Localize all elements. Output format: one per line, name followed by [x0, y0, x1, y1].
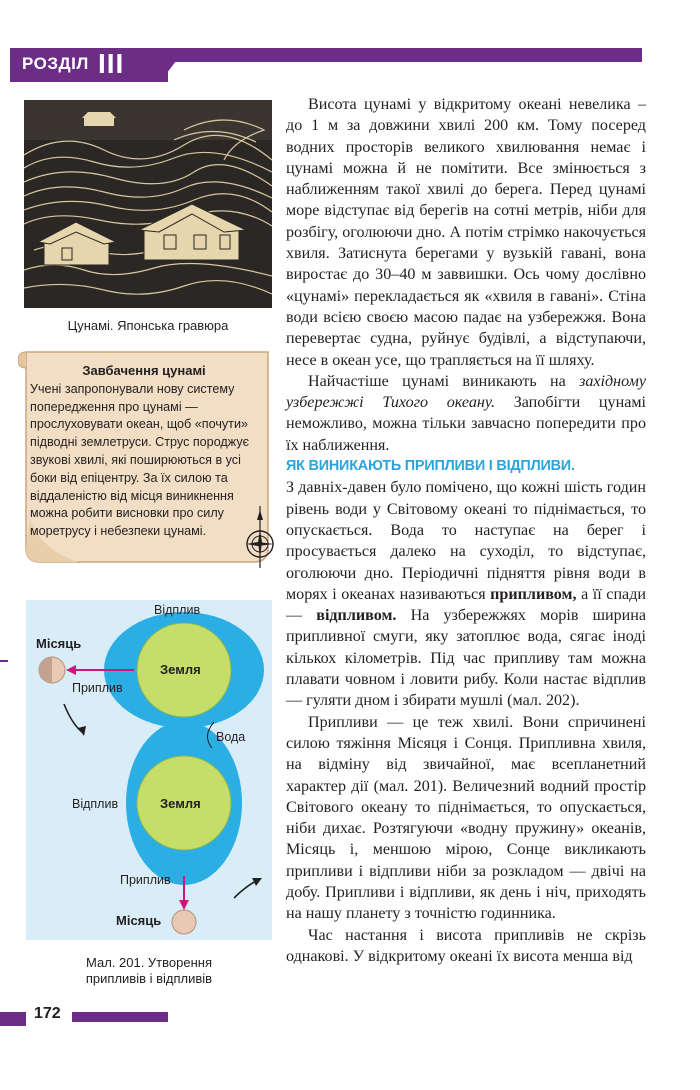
- label-flood-bottom: Приплив: [120, 873, 171, 887]
- compass-rose-icon: [244, 504, 276, 570]
- p2-text-a: Найчастіше цунамі виникають на: [308, 372, 580, 390]
- p2-italic: західному узбережжі Тихого океану.: [286, 372, 646, 412]
- paragraph-3: [286, 477, 646, 711]
- paragraph-5: Час настання і висота припливів не скрізь однакові. У відкритому океані їх висота менша від: [286, 926, 646, 965]
- diagram-caption-line2: припливів і відпливів: [85, 971, 213, 986]
- margin-mark: [0, 660, 8, 662]
- paragraph-2: [286, 371, 646, 456]
- header-line: [168, 48, 642, 62]
- p3-text-a: З давніх-давен було помічено, що кожні шість годин рівень води у Світовому океані то піднімається, то опускається. Вода то наступає на берег і просувається далеко на суходіл, то відступає, оголюючи дно. Періодичні підняття рівня води в морях і океанах називаються: [286, 479, 646, 603]
- main-text-column: [286, 94, 646, 967]
- label-water: Вода: [216, 730, 246, 744]
- p3-text-b: а її спади —: [286, 585, 646, 625]
- term-flood: припливом,: [490, 585, 577, 603]
- tsunami-warning-box: [30, 362, 258, 541]
- page-number: 172: [34, 1005, 61, 1022]
- label-flood-top: Приплив: [72, 681, 123, 695]
- footer-bar-right: [72, 1012, 168, 1022]
- engraving-caption: Цунамі. Японська гравюра: [67, 318, 229, 333]
- moon-bottom: [172, 910, 196, 934]
- label-earth-bottom: Земля: [160, 796, 201, 811]
- label-ebb-bottom: Відплив: [72, 797, 119, 811]
- section-header: [10, 48, 642, 82]
- tsunami-engraving-image: [24, 100, 272, 308]
- label-moon-bottom: Місяць: [116, 913, 162, 928]
- label-ebb-top: Відплив: [154, 603, 201, 617]
- section-heading: ЯК ВИНИКАЮТЬ ПРИПЛИВИ І ВІДПЛИВИ.: [286, 458, 575, 475]
- paragraph-4: Припливи — це теж хвилі. Вони спричинені силою тяжіння Місяця і Сонця. Припливна хвиля, на відміну від звичайної, має всепланетний характер дії (мал. 201). Величезний водний простір Світового океану то піднімається, то опускається, ніби дихає. Розтягуючи «водну пружину» океанів, Місяць і, меншою мірою, Сонце викликають припливи і відпливи ніби за розкладом — двічі на добу. Припливи і відпливи, як день і ніч, приходять на нашу планету з точністю годинника.: [286, 713, 646, 923]
- box-text: Учені запропонували нову систему попередження про цунамі — прослуховувати океан, щоб «почути» підводні землетруси. Струс породжує звукові хвилі, які поширюються в усі боки від епіцентру. За їх силою та віддаленістю від місця виникнення можна робити висновки про силу моретрусу і небезпеки цунамі.: [30, 381, 250, 539]
- term-ebb: відпливом.: [316, 607, 397, 625]
- footer-bar-left: [0, 1012, 26, 1026]
- label-moon-top: Місяць: [36, 636, 82, 651]
- section-number: III: [98, 48, 125, 79]
- p3-text-c: На узбережжях морів ширина припливної смуги, яку затоплює вода, сягає іноді кількох кілометрів. Під час припливу там можна плавати човном і ловити рибу. Коли настає відплив — гуляти дном і збирати мушлі (мал. 202).: [286, 607, 646, 710]
- p2-text-b: Запобігти цунамі неможливо, можна тільки завчасно попередити про їх наближення.: [286, 394, 646, 454]
- diagram-caption: [26, 955, 272, 987]
- paragraph-1: Висота цунамі у відкритому океані невелика – до 1 м за довжини хвилі 200 км. Тому посеред водних просторів великого хвилювання немає і цунамі можна й не помітити. Все змінюється з наближенням такої хвилі до берега. Перед цунамі море відступає від берегів на сотні метрів, ніби для розбігу, оголюючи дно. А потім стрімко накочується хвиля. Затиснута берегами у вузькій гавані, вона виростає до 30–40 м заввишки. Ось чому дослівно «цунамі» перекладається як «хвиля в гавані». Стіна води всією своєю масою падає на узбережжя. Вона перевертає судна, руйнує будівлі, а відступаючи, несе в океан усе, що трапляється на її шляху.: [286, 96, 646, 369]
- box-title: Завбачення цунамі: [82, 363, 206, 378]
- label-earth-top: Земля: [160, 662, 201, 677]
- tides-diagram: [26, 600, 272, 940]
- diagram-caption-line1: Мал. 201. Утворення: [86, 955, 212, 970]
- section-label: РОЗДІЛ: [22, 54, 89, 73]
